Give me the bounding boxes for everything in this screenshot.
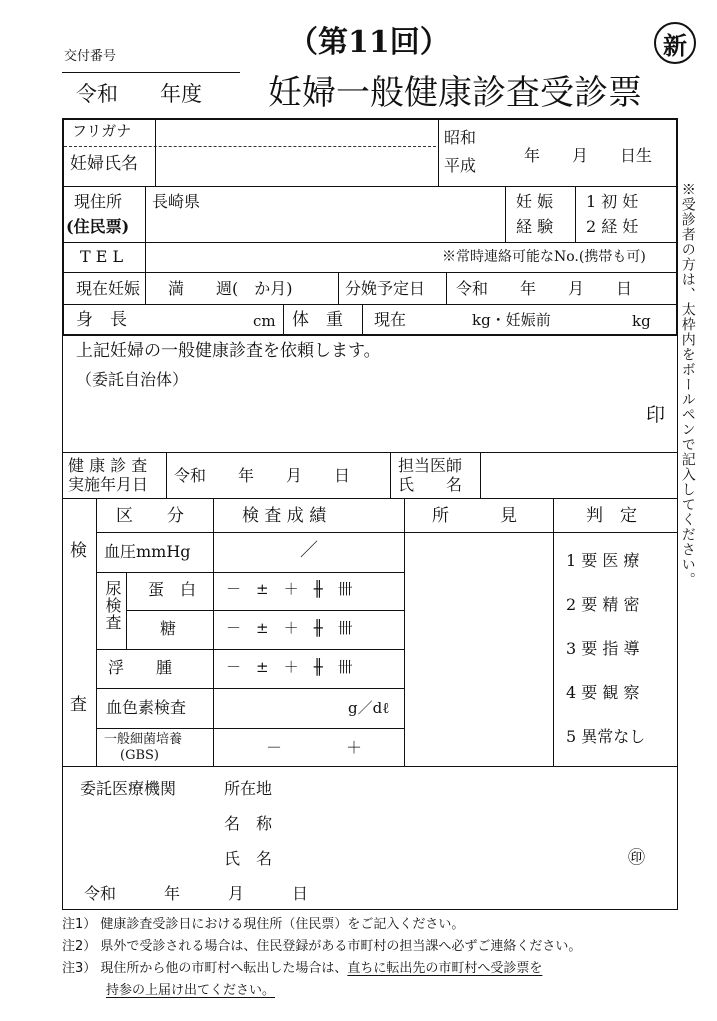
institution-date[interactable]: 令和 年 月 日 bbox=[84, 884, 309, 903]
row-divider bbox=[96, 649, 404, 650]
note-3 bbox=[62, 962, 542, 975]
note-3-part-b: 直ちに転出先の市町村へ受診票を bbox=[347, 961, 543, 976]
address-sublabel: (住民票) bbox=[66, 217, 130, 236]
issue-number-label: 交付番号 bbox=[64, 49, 117, 64]
institution-name-label: 名 称 bbox=[224, 814, 273, 833]
new-badge: 新 bbox=[654, 22, 696, 64]
height-unit: cm bbox=[253, 312, 276, 330]
sugar-grades[interactable]: － ± ＋ ╫ 卌 bbox=[226, 619, 353, 637]
frame-left bbox=[62, 336, 63, 910]
note-3-part-c: 持参の上届け出てください。 bbox=[106, 983, 276, 998]
row-divider bbox=[62, 452, 678, 453]
edema-grades[interactable]: － ± ＋ ╫ 卌 bbox=[226, 658, 353, 676]
row-divider bbox=[62, 766, 678, 767]
weight-label: 体 重 bbox=[292, 310, 343, 330]
row-divider bbox=[96, 728, 404, 729]
col-divider bbox=[145, 186, 146, 304]
gbs-label-2: (GBS) bbox=[120, 748, 159, 763]
col-findings: 所 見 bbox=[432, 506, 517, 526]
institution-label: 委託医療機関 bbox=[80, 779, 177, 798]
municipality-label: （委託自治体） bbox=[76, 370, 189, 389]
current-pregnancy-label: 現在妊娠 bbox=[76, 279, 141, 298]
col-judgement: 判 定 bbox=[586, 506, 637, 526]
due-date-label: 分娩予定日 bbox=[345, 279, 426, 298]
exam-date-label: 健 康 診 査 bbox=[68, 456, 148, 475]
col-divider bbox=[480, 452, 481, 498]
bp-value[interactable]: ／ bbox=[300, 540, 318, 561]
doctor-label-2: 氏 名 bbox=[398, 475, 463, 494]
col-divider bbox=[283, 304, 284, 336]
col-divider bbox=[575, 186, 576, 242]
hemoglobin-label: 血色素検査 bbox=[106, 698, 187, 717]
weight-unit: kg bbox=[632, 312, 651, 330]
address-value[interactable]: 長崎県 bbox=[152, 192, 201, 211]
municipality-seal: 印 bbox=[646, 404, 666, 426]
row-divider bbox=[62, 272, 678, 273]
protein-grades[interactable]: － ± ＋ ╫ 卌 bbox=[226, 580, 353, 598]
judgement-option[interactable]: 4 要 観 察 bbox=[566, 683, 640, 702]
row-divider bbox=[96, 532, 678, 533]
institution-seal: ㊞ bbox=[628, 848, 645, 868]
sugar-label: 糖 bbox=[160, 619, 177, 638]
institution-person-label: 氏 名 bbox=[224, 849, 273, 868]
gbs-label: 一般細菌培養 bbox=[104, 732, 183, 747]
form-title: 妊婦一般健康診査受診票 bbox=[268, 73, 642, 113]
row-divider bbox=[96, 572, 404, 573]
row-divider bbox=[62, 242, 678, 243]
bp-label: 血圧mmHg bbox=[104, 542, 191, 561]
col-divider bbox=[155, 118, 156, 186]
col-category: 区 分 bbox=[116, 506, 184, 526]
col-divider bbox=[505, 186, 506, 242]
col-divider bbox=[126, 572, 127, 649]
col-result: 検 査 成 績 bbox=[242, 506, 327, 526]
option-first-pregnancy[interactable]: 1 初 妊 bbox=[586, 192, 639, 211]
row-divider bbox=[62, 498, 678, 499]
col-divider bbox=[404, 498, 405, 766]
weight-current-label: 現在 bbox=[374, 310, 407, 329]
doctor-label: 担当医師 bbox=[398, 456, 463, 475]
height-label: 身 長 bbox=[76, 310, 127, 330]
hemoglobin-unit: g／dℓ bbox=[348, 699, 390, 717]
request-text: 上記妊婦の一般健康診査を依頼します。 bbox=[76, 341, 381, 361]
era-heisei: 平成 bbox=[444, 156, 477, 175]
col-divider bbox=[166, 452, 167, 498]
urine-group-label: 尿検査 bbox=[103, 580, 122, 631]
col-divider bbox=[553, 498, 554, 766]
option-previous-pregnancy[interactable]: 2 経 妊 bbox=[586, 217, 639, 236]
furigana-dash bbox=[64, 146, 436, 147]
judgement-option[interactable]: 3 要 指 導 bbox=[566, 639, 640, 658]
row-divider bbox=[96, 688, 404, 689]
furigana-label: フリガナ bbox=[72, 122, 132, 140]
note-1: 注1） 健康診査受診日における現住所（住民票）をご記入ください。 bbox=[62, 917, 465, 932]
gbs-value[interactable]: － ＋ bbox=[266, 738, 363, 757]
tel-note: ※常時連絡可能なNo.(携帯も可) bbox=[442, 249, 646, 265]
frame-bottom bbox=[62, 909, 678, 910]
row-divider bbox=[62, 186, 678, 187]
note-2: 注2） 県外で受診される場合は、住民登録がある市町村の担当課へ必ずご連絡ください。 bbox=[62, 939, 582, 954]
judgement-option[interactable]: 2 要 精 密 bbox=[566, 595, 640, 614]
row-divider bbox=[126, 610, 404, 611]
row-divider bbox=[62, 304, 678, 305]
tel-label: T E L bbox=[80, 247, 124, 266]
exam-date-value[interactable]: 令和 年 月 日 bbox=[174, 466, 351, 485]
exam-date-label-2: 実施年月日 bbox=[68, 475, 149, 494]
fiscal-year: 令和 年度 bbox=[76, 82, 202, 106]
weight-value[interactable]: kg・妊娠前 bbox=[472, 311, 551, 329]
round-number: （第11回） bbox=[288, 25, 450, 60]
exam-side-label-2: 査 bbox=[70, 695, 87, 715]
era-showa: 昭和 bbox=[444, 128, 477, 147]
institution-address-label: 所在地 bbox=[224, 779, 273, 798]
exam-side-label: 検 bbox=[70, 541, 87, 561]
edema-label: 浮 腫 bbox=[108, 658, 173, 677]
pregnancy-experience-label: 妊 娠 bbox=[516, 192, 554, 211]
name-label: 妊婦氏名 bbox=[70, 154, 138, 174]
issue-number-underline bbox=[62, 72, 240, 73]
birth-date-format: 年 月 日生 bbox=[524, 146, 653, 165]
col-divider bbox=[96, 498, 97, 766]
pregnancy-experience-label-2: 経 験 bbox=[516, 217, 554, 236]
due-date-value[interactable]: 令和 年 月 日 bbox=[456, 279, 633, 298]
judgement-option[interactable]: 5 異常なし bbox=[566, 727, 646, 746]
col-divider bbox=[438, 118, 439, 186]
col-divider bbox=[390, 452, 391, 498]
col-divider bbox=[446, 272, 447, 304]
col-divider bbox=[362, 304, 363, 336]
frame-right bbox=[677, 336, 678, 910]
address-label: 現住所 bbox=[74, 192, 123, 211]
side-note: ※受診者の方は、太枠内をボールペンで記入してください。 bbox=[679, 182, 696, 587]
judgement-option[interactable]: 1 要 医 療 bbox=[566, 551, 640, 570]
col-divider bbox=[213, 498, 214, 766]
protein-label: 蛋 白 bbox=[148, 580, 197, 599]
pregnancy-weeks[interactable]: 満 週( か月) bbox=[168, 279, 293, 298]
note-3-part-a: 注3） 現住所から他の市町村へ転出した場合は、 bbox=[62, 961, 348, 976]
col-divider bbox=[338, 272, 339, 304]
